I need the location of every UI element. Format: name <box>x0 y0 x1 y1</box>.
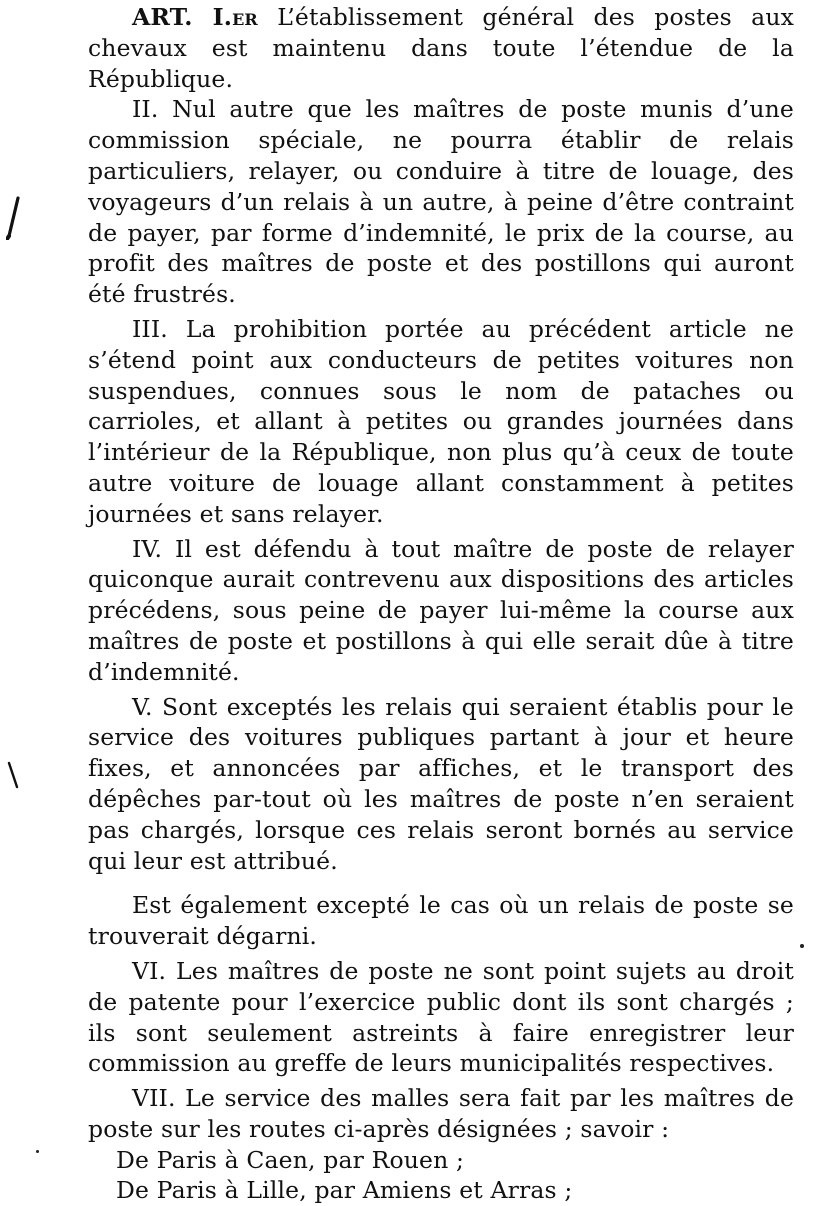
margin-dot <box>800 944 804 948</box>
article-VII: VII. Le service des malles sera fait par les maîtres de poste sur les routes ci-après désignées ; savoir : <box>88 1084 794 1143</box>
article-I-text: L’établissement général des postes aux chevaux est maintenu dans toute l’étendue de la République. <box>88 3 795 93</box>
margin-dot <box>36 1150 39 1153</box>
route-paris-caen: De Paris à Caen, par Rouen ; <box>116 1145 465 1174</box>
article-text-block <box>88 2 794 1206</box>
article-V: V. Sont exceptés les relais qui seraient établis pour le service des voitures publiques partant à jour et heure fixes, et annoncées par affiches, et le transport des dépêches par-tout où les maîtres de poste n’en seraient pas chargés, lorsque ces relais seront bornés au service qui leur est attribué. <box>88 692 794 875</box>
margin-slash-mark <box>6 196 20 240</box>
article-III: III. La prohibition portée au précédent article ne s’étend point aux conducteurs de petites voitures non suspendues, connues sous le nom de pataches ou carrioles, et allant à petites ou grandes journées dans l’intérieur de la République, non plus qu’à ceux de toute autre voiture de louage allant constamment à petites journées et sans relayer. <box>88 314 794 528</box>
article-IV: IV. Il est défendu à tout maître de poste de relayer quiconque aurait contrevenu aux dispositions des articles précédens, sous peine de payer lui-même la course aux maîtres de poste et postillons à qui elle serait dûe à titre d’indemnité. <box>88 534 794 686</box>
article-I-label: ART. I.er <box>132 3 258 31</box>
route-paris-lille: De Paris à Lille, par Amiens et Arras ; <box>116 1176 573 1205</box>
article-VI: VI. Les maîtres de poste ne sont point sujets au droit de patente pour l’exercice public dont ils sont chargés ; ils sont seulement astreints à faire enregistrer leur commission au greffe de leurs municipalités respectives. <box>88 956 794 1078</box>
article-V-exception: Est également excepté le cas où un relais de poste se trouverait dégarni. <box>88 891 794 951</box>
article-I <box>88 2 794 94</box>
article-II: II. Nul autre que les maîtres de poste munis d’une commission spéciale, ne pourra établir de relais particuliers, relayer, ou conduire à titre de louage, des voyageurs d’un relais à un autre, à peine d’être contraint de payer, par forme d’indemnité, le prix de la course, au profit des maîtres de poste et des postillons qui auront été frustrés. <box>88 95 794 309</box>
margin-backslash-mark <box>6 760 20 790</box>
